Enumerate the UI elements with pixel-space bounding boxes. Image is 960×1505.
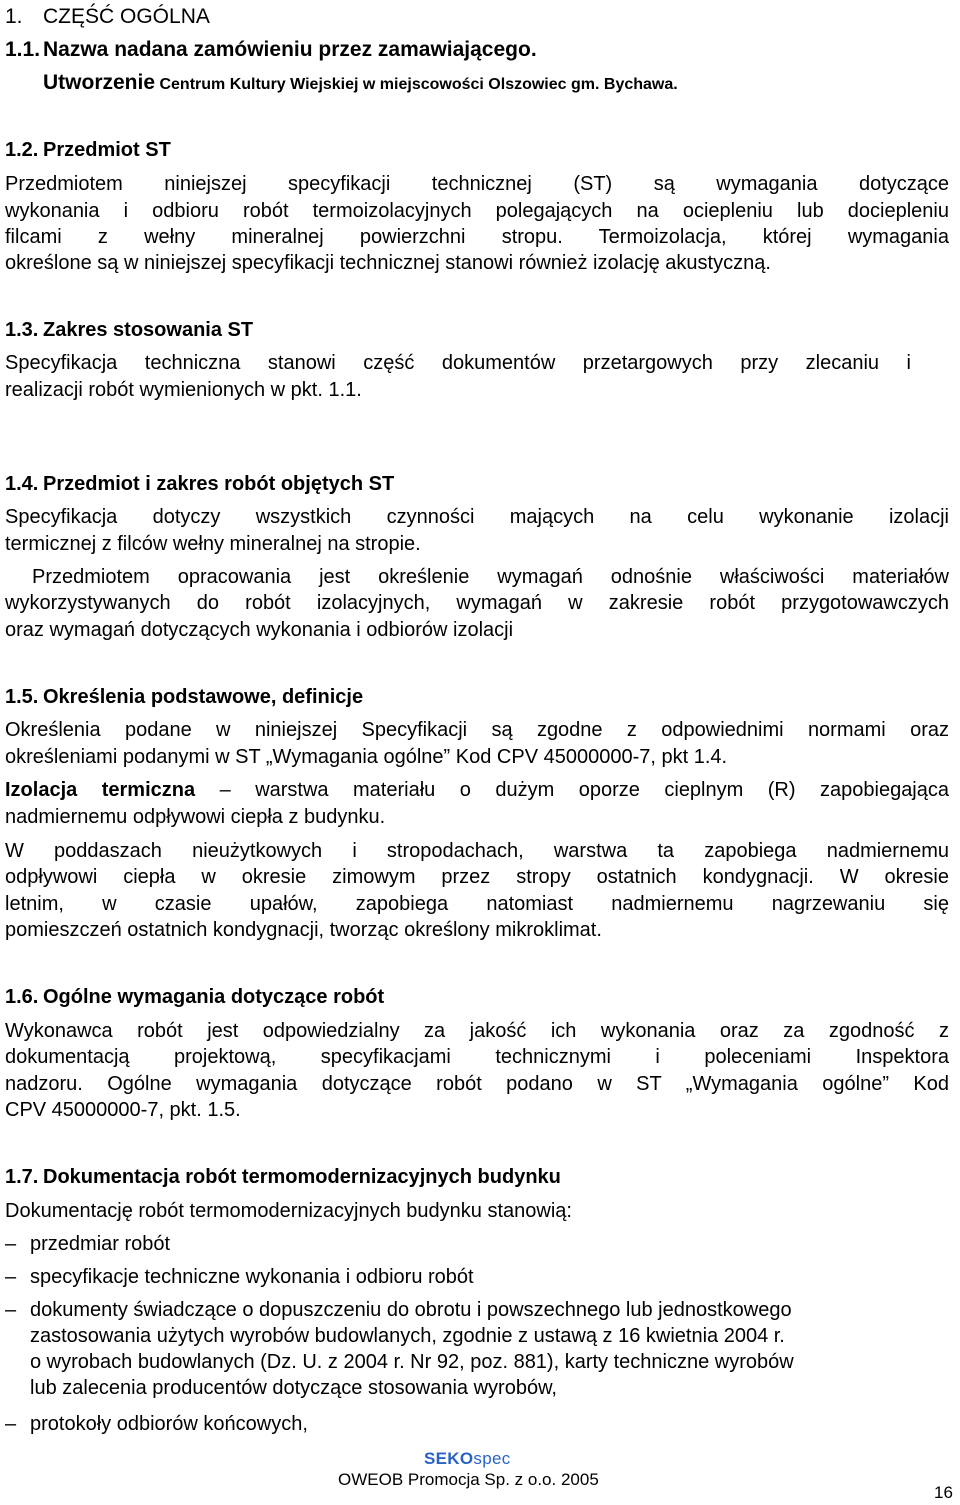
list-item-text: specyfikacje techniczne wykonania i odbioru robót: [30, 1266, 474, 1288]
section-1-2-heading: [5, 137, 171, 163]
section-number: 1.7.: [5, 1166, 39, 1188]
section-title: Przedmiot ST: [43, 139, 171, 161]
list-item-line: zastosowania użytych wyrobów budowlanych, zgodnie z ustawą z 16 kwietnia 2004 r.: [30, 1325, 785, 1347]
paragraph-line: wykonania i odbioru robót termoizolacyjnych polegających na ociepleniu lub dociepleniu: [5, 200, 949, 222]
section-number: 1.1.: [5, 38, 41, 61]
dash-bullet: –: [5, 1299, 17, 1321]
dash-bullet: –: [5, 1233, 17, 1255]
footer-company: OWEOB Promocja Sp. z o.o. 2005: [338, 1470, 599, 1489]
paragraph-line: filcami z wełny mineralnej powierzchni stropu. Termoizolacja, której wymagania: [5, 226, 949, 248]
paragraph-line: określeniami podanymi w ST „Wymagania ogólne” Kod CPV 45000000-7, pkt 1.4.: [5, 746, 728, 768]
list-item: [5, 1411, 949, 1437]
section-title: Nazwa nadana zamówieniu przez zamawiającego.: [43, 38, 537, 61]
definition-term: Izolacja termiczna: [5, 779, 196, 801]
section-title: Przedmiot i zakres robót objętych ST: [43, 473, 395, 495]
list-item-line: o wyrobach budowlanych (Dz. U. z 2004 r. Nr 92, poz. 881), karty techniczne wyrobów: [30, 1351, 794, 1373]
list-intro: Dokumentację robót termomodernizacyjnych budynku stanowią:: [5, 1200, 572, 1222]
paragraph-line: Przedmiotem opracowania jest określenie wymagań odnośnie właściwości materiałów: [32, 566, 949, 588]
paragraph-line: realizacji robót wymienionych w pkt. 1.1.: [5, 379, 362, 401]
section-number: 1.6.: [5, 986, 39, 1008]
paragraph-line: określone są w niniejszej specyfikacji technicznej stanowi również izolację akustyczną.: [5, 252, 771, 274]
paragraph-line: oraz wymagań dotyczących wykonania i odbiorów izolacji: [5, 619, 514, 641]
section-title: Ogólne wymagania dotyczące robót: [43, 986, 385, 1008]
list-item: [5, 1231, 949, 1257]
logo-part-b: spec: [473, 1449, 511, 1468]
section-1-5-heading: [5, 684, 363, 710]
order-name: [43, 70, 678, 98]
paragraph-line: nadmiernemu odpływowi ciepła z budynku.: [5, 806, 386, 828]
section-title: Zakres stosowania ST: [43, 319, 254, 341]
paragraph-line: dokumentacją projektową, specyfikacjami technicznymi i poleceniami Inspektora: [5, 1046, 949, 1068]
paragraph-line: nadzoru. Ogólne wymagania dotyczące robót podano w ST „Wymagania ogólne” Kod: [5, 1073, 949, 1095]
definition-line: [5, 777, 949, 803]
paragraph-line: Specyfikacja dotyczy wszystkich czynności mających na celu wykonanie izolacji: [5, 506, 949, 528]
paragraph-line: wykorzystywanych do robót izolacyjnych, wymagań w zakresie robót przygotowawczych: [5, 592, 949, 614]
section-1-4-heading: [5, 471, 394, 497]
section-number: 1.4.: [5, 473, 39, 495]
paragraph-line: Określenia podane w niniejszej Specyfikacji są zgodne z odpowiednimi normami oraz: [5, 719, 949, 741]
list-item-line: dokumenty świadczące o dopuszczeniu do obrotu i powszechnego lub jednostkowego: [30, 1299, 792, 1321]
list-item-text: protokoły odbiorów końcowych,: [30, 1413, 308, 1435]
section-1-6-heading: [5, 984, 384, 1010]
order-name-rest: Centrum Kultury Wiejskiej w miejscowości Olszowiec gm. Bychawa.: [155, 76, 678, 93]
section-number: 1.: [5, 5, 23, 28]
list-item-text: przedmiar robót: [30, 1233, 171, 1255]
list-item: [5, 1264, 949, 1290]
paragraph-line: W poddaszach nieużytkowych i stropodachach, warstwa ta zapobiega nadmiernemu: [5, 840, 949, 862]
section-1-3-heading: [5, 317, 253, 343]
section-title: Określenia podstawowe, definicje: [43, 686, 364, 708]
section-title: Dokumentacja robót termomodernizacyjnych budynku: [43, 1166, 561, 1188]
section-number: 1.3.: [5, 319, 39, 341]
paragraph-line: Przedmiotem niniejszej specyfikacji technicznej (ST) są wymagania dotyczące: [5, 173, 949, 195]
section-number: 1.2.: [5, 139, 39, 161]
paragraph-line: letnim, w czasie upałów, zapobiega natomiast nadmiernemu nagrzewaniu się: [5, 893, 949, 915]
list-item-text: [5, 1297, 949, 1401]
paragraph-line: pomieszczeń ostatnich kondygnacji, tworząc określony mikroklimat.: [5, 919, 602, 941]
section-1-7-heading: [5, 1164, 561, 1190]
section-1-1-heading: [5, 37, 537, 63]
section-title: CZĘŚĆ OGÓLNA: [43, 5, 210, 28]
paragraph-line: Specyfikacja techniczna stanowi część dokumentów przetargowych przy zlecaniu i: [5, 352, 911, 374]
order-name-lead: Utworzenie: [43, 71, 156, 94]
sekospec-logo: [424, 1449, 511, 1469]
paragraph-line: Wykonawca robót jest odpowiedzialny za jakość ich wykonania oraz za zgodność z: [5, 1020, 949, 1042]
section-1-heading: [5, 4, 210, 30]
list-item-line: lub zalecenia producentów dotyczące stosowania wyrobów,: [30, 1377, 557, 1399]
paragraph-line: odpływowi ciepła w okresie zimowym przez stropy ostatnich kondygnacji. W okresie: [5, 866, 949, 888]
page-number: 16: [934, 1483, 953, 1502]
list-item: [5, 1297, 949, 1401]
dash-bullet: –: [5, 1266, 17, 1288]
paragraph-line: termicznej z filców wełny mineralnej na stropie.: [5, 533, 421, 555]
definition-text: – warstwa materiału o dużym oporze cieplnym (R) zapobiegająca: [195, 779, 949, 801]
dash-bullet: –: [5, 1413, 17, 1435]
paragraph-line: CPV 45000000-7, pkt. 1.5.: [5, 1099, 241, 1121]
section-number: 1.5.: [5, 686, 39, 708]
logo-part-a: SEKO: [424, 1449, 474, 1468]
